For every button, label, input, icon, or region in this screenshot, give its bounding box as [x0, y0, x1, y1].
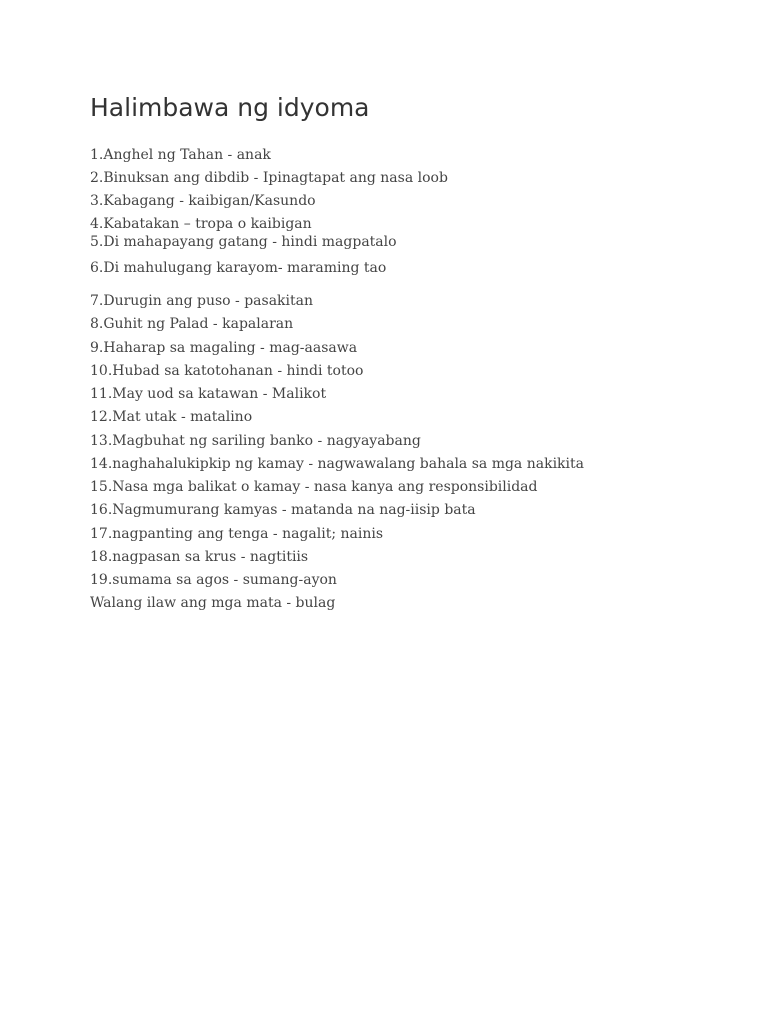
- idiom-line-15: 15.Nasa mga balikat o kamay - nasa kanya ang responsibilidad: [90, 479, 538, 495]
- idiom-line-8: 8.Guhit ng Palad - kapalaran: [90, 316, 294, 332]
- idiom-line-1: 1.Anghel ng Tahan - anak: [90, 147, 271, 163]
- idiom-line-5: 5.Di mahapayang gatang - hindi magpatalo: [90, 234, 397, 250]
- idiom-line-3: 3.Kabagang - kaibigan/Kasundo: [90, 193, 316, 209]
- idiom-line-13: 13.Magbuhat ng sariling banko - nagyayabang: [90, 433, 421, 449]
- idiom-line-6: 6.Di mahulugang karayom- maraming tao: [90, 260, 387, 276]
- document-title: Halimbawa ng idyoma: [90, 93, 370, 122]
- idiom-line-10: 10.Hubad sa katotohanan - hindi totoo: [90, 363, 364, 379]
- idiom-line-14: 14.naghahalukipkip ng kamay - nagwawalang bahala sa mga nakikita: [90, 456, 584, 472]
- idiom-line-11: 11.May uod sa katawan - Malikot: [90, 386, 327, 402]
- idiom-line-17: 17.nagpanting ang tenga - nagalit; nainis: [90, 526, 384, 542]
- idiom-line-20: Walang ilaw ang mga mata - bulag: [90, 595, 336, 611]
- idiom-line-19: 19.sumama sa agos - sumang-ayon: [90, 572, 337, 588]
- idiom-line-9: 9.Haharap sa magaling - mag-aasawa: [90, 340, 358, 356]
- idiom-line-18: 18.nagpasan sa krus - nagtitiis: [90, 549, 309, 565]
- idiom-line-12: 12.Mat utak - matalino: [90, 409, 253, 425]
- idiom-line-4: 4.Kabatakan – tropa o kaibigan: [90, 216, 312, 232]
- idiom-line-7: 7.Durugin ang puso - pasakitan: [90, 293, 314, 309]
- idiom-line-2: 2.Binuksan ang dibdib - Ipinagtapat ang nasa loob: [90, 170, 448, 186]
- idiom-line-16: 16.Nagmumurang kamyas - matanda na nag-iisip bata: [90, 502, 476, 518]
